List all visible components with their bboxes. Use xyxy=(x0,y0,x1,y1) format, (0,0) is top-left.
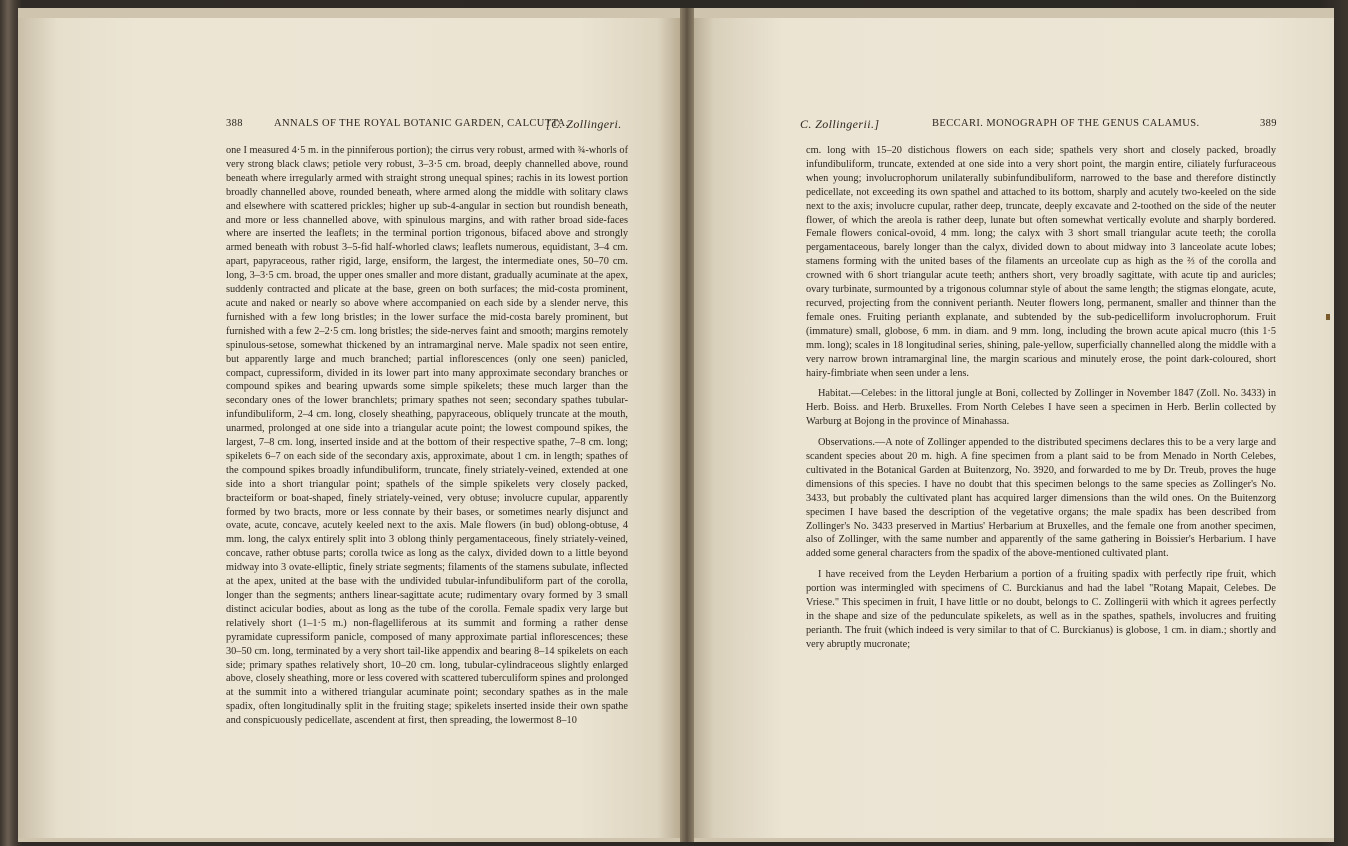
running-title: ANNALS OF THE ROYAL BOTANIC GARDEN, CALCUTTA. xyxy=(274,118,569,129)
book-gutter xyxy=(680,8,694,842)
page-edge-mark xyxy=(1326,314,1330,320)
page-number: 389 xyxy=(1260,118,1277,129)
running-species: C. Zollingerii.] xyxy=(800,117,880,131)
running-species: [C. Zollingeri. xyxy=(546,117,622,131)
fruiting-spadix-paragraph: I have received from the Leyden Herbarium a portion of a fruiting spadix with perfectly ripe fruit, which portion was intermingled with specimens of C. Burckianus and had the label "Rotang Mapait, Celebes. De Vriese." This specimen in fruit, I have little or no doubt, belongs to C. Zollingerii with which it agrees perfectly in the shape and size of the pedunculate spikelets, as well as in the spathes, spathels, involucres and fruiting perianth. The fruit (which indeed is very similar to that of C. Burckianus) is globose, 1 cm. in diam.; shortly and very abruptly mucronate; xyxy=(806,569,1276,650)
right-page xyxy=(694,18,1334,838)
habitat-paragraph: Habitat.—Celebes: in the littoral jungle at Boni, collected by Zollinger in November 1847 (Zoll. No. 3433) in Herb. Boiss. and Herb. Bruxelles. From North Celebes I have seen a specimen in Herb. Berlin collected by Warburg at Bojong in the province of Minahassa. xyxy=(806,388,1276,428)
running-title: BECCARI. MONOGRAPH OF THE GENUS CALAMUS. xyxy=(932,118,1200,129)
open-book xyxy=(18,8,1334,842)
left-page-body xyxy=(226,144,628,735)
observations-paragraph: Observations.—A note of Zollinger appended to the distributed specimens declares this to be a very large and scandent species about 20 m. high. A fine specimen from a plant said to be from Menado in North Celebes, cultivated in the Botanical Garden at Buitenzorg, No. 3920, and forwarded to me by Dr. Treub, proves the huge dimensions of this species. I have no doubt that this specimen belongs to the same species as Zollinger's No. 3433, but probably the cultivated plant has acquired larger dimensions than the wild ones. On the Buitenzorg specimen I have based the description of the vegetative organs; the male spadix has been described from Zollinger's No. 3433 preserved in Martius' Herbarium at Bruxelles, and the female one from another specimen, also of Zollinger, with the same number and apparently of the same gathering in Boissier's Herbarium. I have added some general characters from the spadix of the above-mentioned cultivated plant. xyxy=(806,437,1276,560)
left-page xyxy=(18,18,680,838)
right-page-body xyxy=(806,144,1276,659)
body-paragraph: one I measured 4·5 m. in the pinniferous portion); the cirrus very robust, armed with ¾-whorls of very strong black claws; petiole very robust, 3–3·5 cm. broad, deeply channelled above, round beneath where irregularly armed with straight strong unequal spines; rachis in its lowest portion broadly channelled above, rounded beneath, where armed along the middle with solitary claws and elsewhere with scattered prickles; higher up sub-4-angular in section but roundish beneath, and more or less channelled above, with spinulous margins, and with rather broad side-faces where are inserted the leaflets; in the terminal portion trigonous, bifaced above and strongly armed beneath with robust 3–5-fid half-whorled claws; leaflets numerous, equidistant, 3–4 cm. apart, papyraceous, rather rigid, large, ensiform, the largest, the intermediate ones, 50–70 cm. long, 3–3·5 cm. broad, the upper ones smaller and more distant, gradually acuminate at the apex, suddenly contracted and plicate at the base, green on both surfaces; the mid-costa prominent, acute and naked or nearly so above where accompanied on each side by a slender nerve, this furnished with a few long bristles; in the lower surface the mid-costa barely prominent, but furnished with a few 2–2·5 cm. long bristles; the side-nerves faint and smooth; margins remotely spinulous-setose, somewhat thickened by an intramarginal nerve. Male spadix not seen entire, but apparently large and much branched; partial inflorescences (only one seen) panicled, compact, cupressiform, divided in its lower part into many approximate secondary branches or compound spikes and bearing upwards some simple spikelets; these much larger than the secondary ones of the lower branchlets; primary spathes not seen; secondary spathes tubular-infundibuliform, 2–4 cm. long, closely sheathing, papyraceous, obliquely truncate at the mouth, unarmed, prolonged at one side into a triangular acute point; the lowest compound spikes, the largest, 7–8 cm. long, inserted inside and at the bottom of their respective spathe, 7–8 cm. long; spikelets 6–7 on each side of the secondary axis, approximate, about 1 cm. in length; spathes of the compound spikes broadly infundibuliform, truncate, finely striately-veined, extended at one side into a short triangular point; spathels of the simple spikelets very closely packed, bracteiform or boat-shaped, finely striately-veined, very obtuse; involucre cupular, apparently formed by two bracts, more or less connate by their bases, or sometimes nearly disjunct and ovate, acute, concave, acutely keeled next to the axis. Male flowers (in bud) oblong-obtuse, 4 mm. long, the calyx entirely split into 3 oblong thinly pergamentaceous, finely striately-veined, concave, rather obtuse parts; corolla twice as long as the calyx, divided down to a little beyond midway into 3 ovate-elliptic, finely striate segments; filaments of the stamens subulate, inflected at the apex, united at the base with the undivided tubular-infundibuliform part of the corolla, longer than the segments; anthers linear-sagittate acute; rudimentary ovary formed by 3 small distinct acicular bodies, about as long as the tube of the corolla. Female spadix very large but relatively short (1–1·5 m.) non-flagelliferous at its summit and forming a rather dense pyramidate cupressiform panicle, composed of many approximate partial inflorescences; these 30–50 cm. long, terminated by a very short tail-like appendix and bearing 8–14 spikelets on each side; primary spathes relatively short, 10–20 cm. long, tubular-cylindraceous slightly enlarged above, closely sheathing, more or less covered with scattered tuberculiform spines and prolonged at the summit into a withered triangular acuminate point; secondary spathes as in the male spadix, often longitudinally split in the fruiting stage; spikelets inserted inside their own spathe and conspicuously pedicellate, ascendent at first, then spreading, the lowermost 8–10 xyxy=(226,145,628,727)
page-number: 388 xyxy=(226,118,243,129)
body-paragraph: cm. long with 15–20 distichous flowers on each side; spathels very short and closely packed, broadly infundibuliform, truncate, extended at one side into a very short point, the margin entire, ciliately furfuraceous when young; involucrophorum unilaterally subinfundibuliform, narrowed to the base and therefore distinctly pedicellate, not exceeding its own spathel and attached to its bottom, sharply and acutely two-keeled on the side next to the axis; involucre cupular, rather deep, truncate, deeply excavate and 2-toothed on the side of the neuter flower, of which the areola is rather deep, lunate but often somewhat vertically evolute and sharply bordered. Female flowers conical-ovoid, 4 mm. long; the calyx with 3 short small triangular acute teeth; the corolla pergamentaceous, barely longer than the calyx, divided down to about midway into 3 lanceolate acute lobes; stamens forming with the united bases of the filaments an urceolate cup as high as the ⅔ of the corolla and crowned with 6 short triangular acute teeth; anthers short, very broadly sagittate, with acute tip and auricles; ovary turbinate, surmounted by a trigonous columnar style of about the same length; the stigmas elongate, acute, recurved, projecting from the connivent perianth. Neuter flowers long, permanent, smaller and thinner than the female ones. Fruiting perianth explanate, and subtended by the sub-pedicelliform involucrophorum. Fruit (immature) small, globose, 6 mm. in diam. and 9 mm. long, including the brown acute apical mucro (this 1·5 mm. long); scales in 18 longitudinal series, shining, pale-yellow, superficially channelled along the middle with a very narrow brown intramarginal line, the margin scarious and minutely erose, the point dark-coloured, short hairy-fimbriate when seen under a lens. xyxy=(806,145,1276,379)
